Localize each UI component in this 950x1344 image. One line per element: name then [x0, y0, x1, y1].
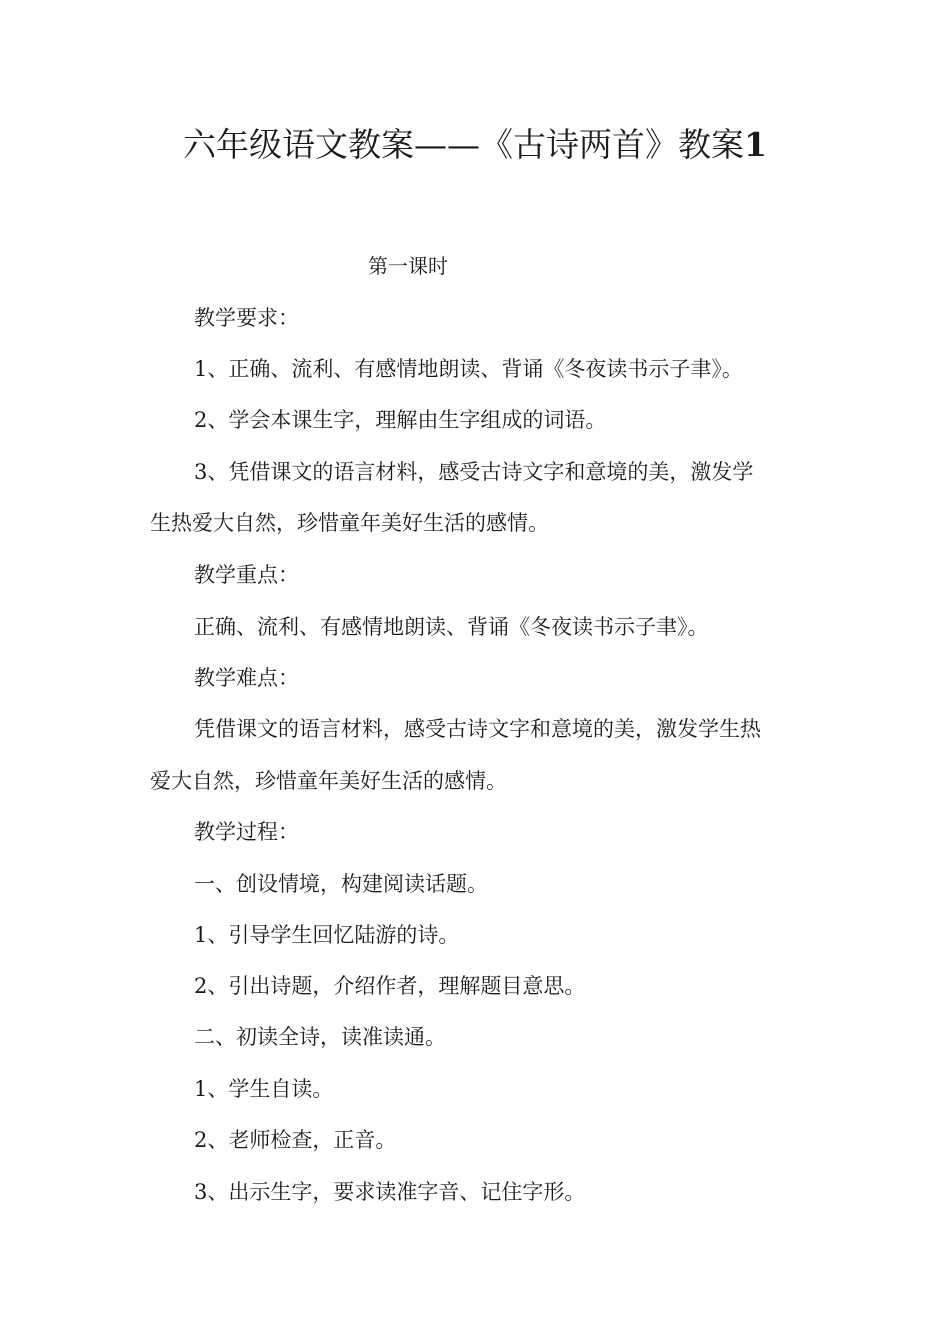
requirements-heading: 教学要求：: [194, 306, 299, 330]
process-heading: 教学过程：: [194, 820, 299, 844]
process-step-2-item-2: 2、老师检查，正音。: [194, 1128, 397, 1152]
requirement-item-2: 2、学会本课生字，理解由生字组成的词语。: [194, 408, 607, 432]
process-step-2-item-1: 1、学生自读。: [194, 1077, 334, 1101]
requirement-item-1: 1、正确、流利、有感情地朗读、背诵《冬夜读书示子聿》。: [194, 357, 743, 381]
process-step-1-item-1: 1、引导学生回忆陆游的诗。: [194, 923, 460, 947]
requirement-item-3-line-2: 生热爱大自然，珍惜童年美好生活的感情。: [150, 511, 549, 535]
title-number: 1: [744, 125, 767, 164]
document-title: [0, 122, 950, 168]
difficulties-text-line-1: 凭借课文的语言材料，感受古诗文字和意境的美，激发学生热: [194, 717, 761, 741]
key-points-text: 正确、流利、有感情地朗读、背诵《冬夜读书示子聿》。: [194, 615, 709, 639]
title-text: 六年级语文教案——《古诗两首》教案: [183, 125, 745, 164]
process-step-1-item-2: 2、引出诗题，介绍作者，理解题目意思。: [194, 974, 586, 998]
process-step-2-item-3: 3、出示生字，要求读准字音、记住字形。: [194, 1180, 586, 1204]
difficulties-text-line-2: 爱大自然，珍惜童年美好生活的感情。: [150, 769, 507, 793]
process-step-1: 一、创设情境，构建阅读话题。: [194, 872, 488, 896]
difficulties-heading: 教学难点：: [194, 666, 299, 690]
process-step-2: 二、初读全诗，读准读通。: [194, 1025, 446, 1049]
lesson-heading: 第一课时: [368, 254, 448, 278]
key-points-heading: 教学重点：: [194, 563, 299, 587]
requirement-item-3-line-1: 3、凭借课文的语言材料，感受古诗文字和意境的美，激发学: [194, 460, 754, 484]
